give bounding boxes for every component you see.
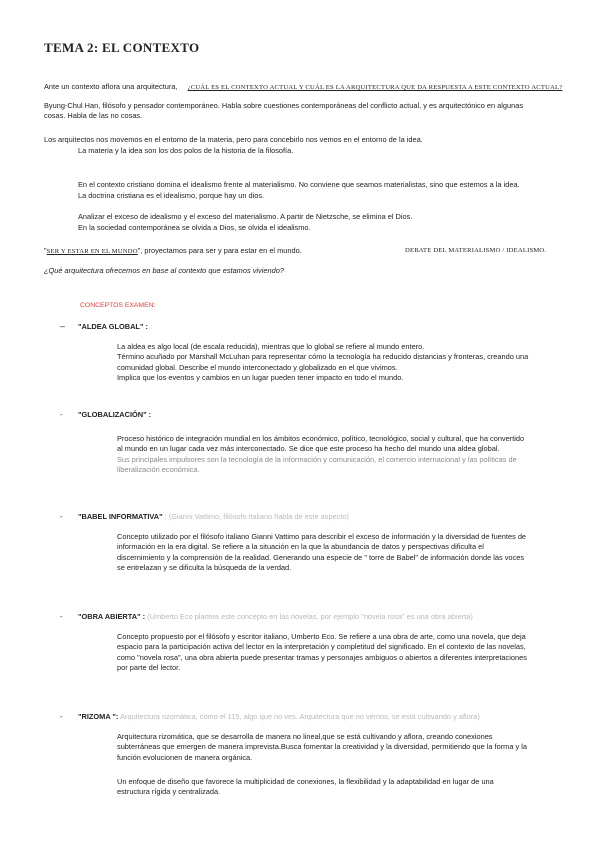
obra-line-4: por parte del lector. [117, 663, 181, 673]
rizoma-line-2: subterráneas que emergen de manera imprevista.Busca fomentar la creatividad y la diversidad, permitiendo que la forma y la [117, 742, 527, 752]
bullet-babel: - [60, 512, 63, 521]
materia-line: Los arquitectos nos movemos en el entorno de la materia, pero para concebirlo nos vemos en el entorno de la idea. [44, 135, 423, 144]
term-rizoma: "RIZOMA ": [78, 712, 119, 721]
globalizacion-definition [117, 434, 577, 476]
globalizacion-line-1: Proceso histórico de integración mundial en los ámbitos económico, político, tecnológico, social y cultural, que ha convertido [117, 434, 525, 443]
bullet-obra: - [60, 612, 63, 621]
obra-heading [78, 612, 473, 622]
aldea-line-2: Término acuñado por Marshall McLuhan para representar cómo la tecnología ha reducido distancias y fronteras, creando una [117, 352, 529, 362]
rizoma-heading [78, 712, 480, 722]
obra-line-3: como "novela rosa", una obra abierta puede presentar tramas y personajes ambiguos o abiertos a diferentes interpretaciones [117, 652, 527, 662]
term-babel-informativa: "BABEL INFORMATIVA" [78, 512, 163, 521]
cristiano-line: En el contexto cristiano domina el idealismo frente al materialismo. No conviene que seamos materialistas, sino que estemos a la idea. [78, 180, 520, 189]
rizoma-line-1: Arquitectura rizomática, que se desarrolla de manera no lineal,que se está cultivando y aflora, creando conexiones [117, 732, 493, 741]
babel-line-4: se entrelazan y se dificulta la búsqueda de la verdad. [117, 563, 292, 573]
intro-lead-line [44, 82, 562, 93]
globalizacion-line-2: al mundo en un lugar cada vez más interconectado. Se dice que este proceso ha hecho del mundo una aldea global. [117, 444, 500, 454]
question-2: ¿Qué arquitectura ofrecemos en base al contexto que estamos viviendo? [44, 266, 284, 275]
term-obra-abierta: "OBRA ABIERTA" : [78, 612, 146, 621]
rizoma-extra-line-1: Un enfoque de diseño que favorece la multiplicidad de conexiones, la flexibilidad y la adaptabilidad en lugar de una [117, 777, 494, 786]
ser-quote-open: " [44, 246, 47, 255]
obra-definition [117, 632, 577, 674]
bullet-globalizacion: - [60, 410, 63, 419]
ser-estar-line [44, 246, 302, 257]
intro-lead: Ante un contexto aflora una arquitectura, [44, 82, 178, 91]
aldea-line-3: comunidad global. Describe el mundo interconectado y globalizado en el que vivimos. [117, 362, 398, 372]
babel-line-2: información en la era digital. Se refiere a la situación en la que la abundancia de datos y perspectivas dificulta el [117, 542, 484, 552]
aldea-line-1: La aldea es algo local (de escala reducida), mientras que lo global se refiere al mundo entero. [117, 342, 425, 351]
page-title: TEMA 2: EL CONTEXTO [44, 40, 200, 55]
ser-estar-term: SER Y ESTAR EN EL MUNDO [46, 248, 138, 255]
han-line-2: cosas. Habla de las no cosas. [44, 111, 143, 121]
aldea-definition [117, 342, 577, 384]
polos-line: La materia y la idea son los dos polos de la historia de la filosofía. [78, 146, 294, 155]
doctrina-line: La doctrina cristiana es el idealismo, porque hay un dios. [78, 191, 265, 200]
han-line-1: Byung-Chul Han, filósofo y pensador contemporáneo. Habla sobre cuestiones contemporáneas del conflicto actual, y es arquitectónico en algunas [44, 101, 524, 110]
main-question: ¿CUÁL ES EL CONTEXTO ACTUAL Y CUÁL ES LA ARQUITECTURA QUE DA RESPUESTA A ESTE CONTEXTO ACTUAL? [187, 84, 563, 91]
babel-heading [78, 512, 349, 522]
ser-estar-rest: ", proyectamos para ser y para estar en el mundo. [137, 246, 302, 255]
aldea-line-4: Implica que los eventos y cambios en un lugar pueden tener impacto en todo el mundo. [117, 373, 404, 383]
debate-label: DEBATE DEL MATERIALISMO / IDEALISMO. [405, 247, 547, 254]
globalizacion-muted-line-2: liberalización económica. [117, 465, 200, 475]
babel-note: : (Gianni Vattimo, filósofo italiano habla de este aspecto) [164, 512, 349, 521]
han-paragraph [44, 101, 574, 122]
rizoma-note: Arquitectura rizomática, como el 115, algo que no ves. Arquitectura que no vemos, se está cultivando y aflora) [120, 712, 480, 721]
babel-line-3: discernimiento y la comprensión de la realidad. Generando una especie de " torre de Babel" de información donde las voces [117, 552, 525, 562]
globalizacion-muted-line-1: Sus principales impulsores son la tecnología de la información y comunicación, el comercio internacional y las políticas de [117, 454, 517, 464]
term-aldea-global: "ALDEA GLOBAL" : [78, 322, 148, 331]
conceptos-label: CONCEPTOS EXAMEN: [80, 302, 156, 309]
obra-note: (Umberto Eco plantea este concepto en las novelas, por ejemplo "novela rosa" es una obra abierta) [147, 612, 473, 621]
sociedad-line: En la sociedad contemporánea se olvida a Dios, se olvida el idealismo. [78, 223, 311, 232]
exceso-line: Analizar el exceso de idealismo y el exceso del materialismo. A partir de Nietzsche, se elimina el Dios. [78, 212, 413, 221]
obra-line-1: Concepto propuesto por el filósofo y escritor italiano, Umberto Eco. Se refiere a una obra de arte, como una novela, que deja [117, 632, 526, 641]
rizoma-extra [117, 777, 577, 798]
rizoma-extra-line-2: estructura rígida y centralizada. [117, 787, 221, 797]
babel-line-1: Concepto utilizado por el filósofo italiano Gianni Vattimo para describir el exceso de información y la diversidad de fuentes de [117, 532, 527, 541]
babel-definition [117, 532, 577, 574]
bullet-aldea: – [60, 321, 66, 331]
rizoma-definition [117, 732, 577, 763]
bullet-rizoma: - [60, 712, 63, 721]
obra-line-2: espacio para la participación activa del lector en la interpretación y completitud del significado. En el contexto de las novelas, [117, 642, 526, 652]
rizoma-line-3: función evolucionen de manera orgánica. [117, 752, 253, 762]
term-globalizacion: "GLOBALIZACIÓN" : [78, 410, 152, 419]
